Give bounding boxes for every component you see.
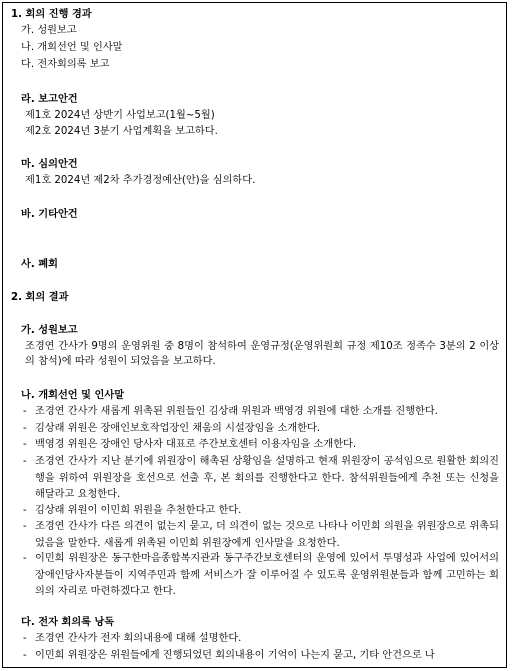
- s1-ra-title: 라. 보고안건: [21, 94, 78, 105]
- document-page: [2, 2, 507, 668]
- s1-item-na: 나. 개회선언 및 인사말: [21, 42, 123, 53]
- s2-ga-text: 조경연 간사가 9명의 운영위원 중 8명이 참석하여 운영규정(운영위원회 규정 제10조 정족수 3분의 2 이상의 참석)에 따라 성원이 되었음을 보고하다.: [25, 341, 499, 368]
- s2-na-bullet: - 이민희 위원장은 동구한마음종합복지관과 동구주간보호센터의 운영에 있어서 투명성과 사업에 있어서의 장애인당사자분들이 지역주민과 함께 서비스가 잘 이루어질 수 있도록 운영위원분들과 함께 고민하는 회의의 자리로 마련하겠다고 한다.: [23, 553, 499, 597]
- bullet-dash: -: [23, 406, 27, 417]
- s2-na-bullet: - 김상래 위원은 장애인보호작업장인 채움의 시설장임을 소개한다.: [23, 421, 499, 436]
- bullet-dash: -: [23, 633, 27, 644]
- s2-da-bullet: - 이민희 위원장은 위원들에게 진행되었던 회의내용이 기억이 나는지 묻고, 기타 안건으로 나: [23, 648, 499, 663]
- s1-ra-item-2: 제2호 2024년 3분기 사업계획을 보고하다.: [25, 126, 218, 137]
- bullet-dash: -: [23, 650, 27, 661]
- section-1-title: 1. 회의 진행 경과: [11, 9, 92, 20]
- s2-na-title: 나. 개회선언 및 인사말: [21, 390, 125, 401]
- s1-sa-title: 사. 폐회: [21, 259, 58, 270]
- s2-na-bullet: - 김상래 위원이 이민희 위원을 추천한다고 한다.: [23, 503, 499, 518]
- s1-item-ga: 가. 성원보고: [21, 25, 77, 36]
- s1-ma-title: 마. 심의안건: [21, 159, 78, 170]
- bullet-dash: -: [23, 439, 27, 450]
- s2-na-bullet: - 백영경 위원은 장애인 당사자 대표로 주간보호센터 이용자임을 소개한다.: [23, 437, 499, 452]
- bullet-dash: -: [23, 521, 27, 532]
- s2-ga-title: 가. 성원보고: [21, 325, 78, 336]
- s2-na-bullet: - 조경연 간사가 지난 분기에 위원장이 해촉된 상황임을 설명하고 현재 위원장이 공석임으로 원활한 회의진행을 위하여 위원장을 호선으로 선출 후, 본 회의를 진행한다고 한다. 참석위원들에게 추천 또는 신청을 해달라고 요청한다.: [23, 456, 499, 500]
- s1-ba-title: 바. 기타안건: [21, 209, 78, 220]
- s2-da-title: 다. 전자 회의록 낭독: [21, 617, 115, 628]
- s1-ra-item-1: 제1호 2024년 상반기 사업보고(1월~5월): [25, 110, 215, 121]
- s2-da-bullet: - 조경연 간사가 전자 회의내용에 대해 설명한다.: [23, 631, 499, 646]
- bullet-dash: -: [23, 553, 27, 564]
- s1-ma-item-1: 제1호 2024년 제2차 추가경정예산(안)을 심의하다.: [25, 175, 256, 186]
- s2-na-bullet: - 조경연 간사가 다른 의견이 없는지 묻고, 더 의견이 없는 것으로 나타나 이민희 의원을 위원장으로 위촉되었음을 말한다. 새롭게 위촉된 이민희 위원장에게 인사말을 요청한다.: [23, 521, 499, 549]
- bullet-dash: -: [23, 456, 27, 467]
- s1-item-da: 다. 전자회의록 보고: [21, 59, 110, 70]
- s2-na-bullet: - 조경연 간사가 새롭게 위촉된 위원들인 김상래 위원과 백영경 위원에 대한 소개를 진행한다.: [23, 404, 499, 419]
- section-2-title: 2. 회의 결과: [11, 292, 69, 303]
- bullet-dash: -: [23, 423, 27, 434]
- bullet-dash: -: [23, 505, 27, 516]
